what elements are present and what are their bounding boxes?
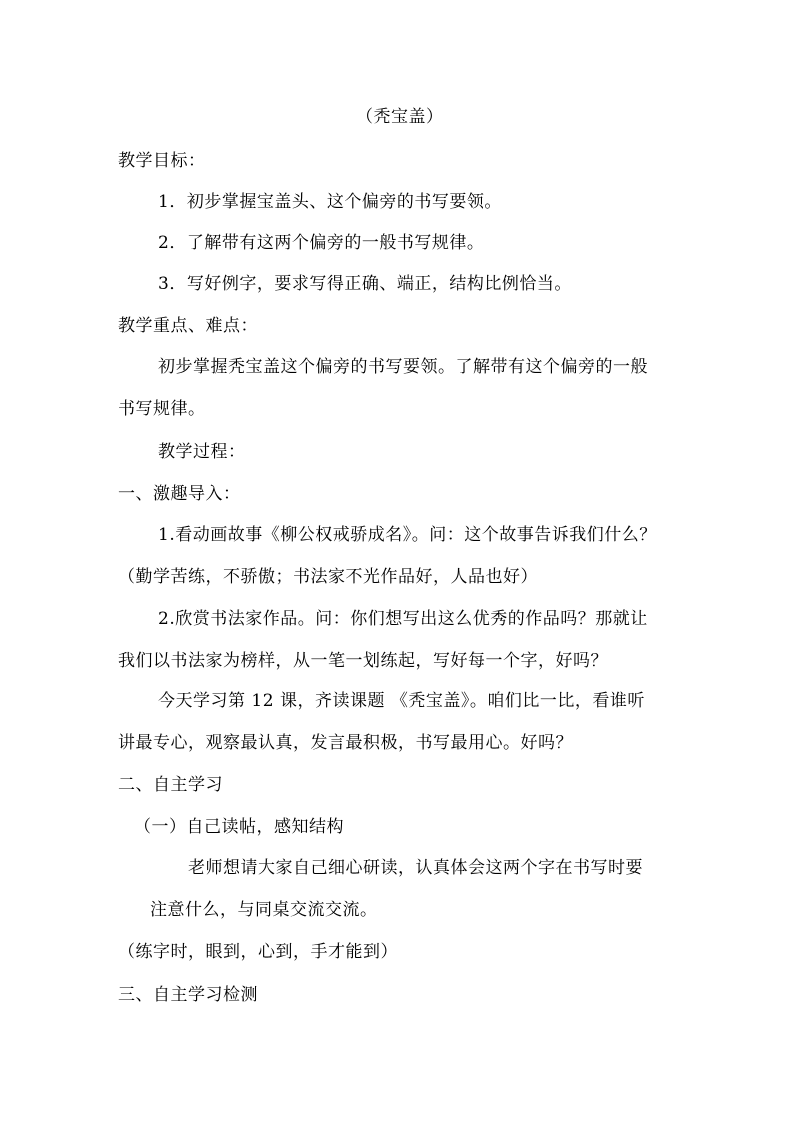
section-paragraph: 讲最专心，观察最认真，发言最积极，书写最用心。好吗？ [118, 733, 573, 753]
section-item: 2.欣赏书法家作品。问：你们想写出这么优秀的作品吗？那就让 [158, 609, 648, 629]
objective-item: 3．写好例字，要求写得正确、端正，结构比例恰当。 [158, 274, 572, 294]
key-points-heading: 教学重点、难点： [118, 316, 258, 336]
subsection-text: 老师想请大家自己细心研读，认真体会这两个字在书写时要 [188, 858, 643, 878]
subsection-note: （练字时，眼到，心到，手才能到） [118, 942, 398, 962]
document-title: （秃宝盖） [356, 107, 444, 127]
subsection-heading: （一）自己读帖，感知结构 [134, 817, 344, 837]
section-item-note: （勤学苦练，不骄傲；书法家不光作品好，人品也好） [118, 567, 538, 587]
process-heading: 教学过程： [158, 442, 246, 462]
section-paragraph: 今天学习第 12 课，齐读课题 《秃宝盖》。咱们比一比，看谁听 [158, 691, 645, 711]
section-item: 1.看动画故事《柳公权戒骄成名》。问：这个故事告诉我们什么？ [158, 525, 657, 545]
section-item: 我们以书法家为榜样，从一笔一划练起，写好每一个字，好吗？ [118, 651, 608, 671]
section-heading: 一、激趣导入： [118, 484, 241, 504]
objectives-heading: 教学目标： [118, 151, 206, 171]
subsection-text: 注意什么，与同桌交流交流。 [150, 900, 378, 920]
key-points-text: 初步掌握秃宝盖这个偏旁的书写要领。了解带有这个偏旁的一般 [158, 357, 648, 377]
key-points-text: 书写规律。 [118, 399, 206, 419]
objective-item: 1．初步掌握宝盖头、这个偏旁的书写要领。 [158, 192, 502, 212]
section-heading: 三、自主学习检测 [118, 985, 258, 1005]
section-heading: 二、自主学习 [118, 775, 223, 795]
objective-item: 2．了解带有这两个偏旁的一般书写规律。 [158, 233, 485, 253]
